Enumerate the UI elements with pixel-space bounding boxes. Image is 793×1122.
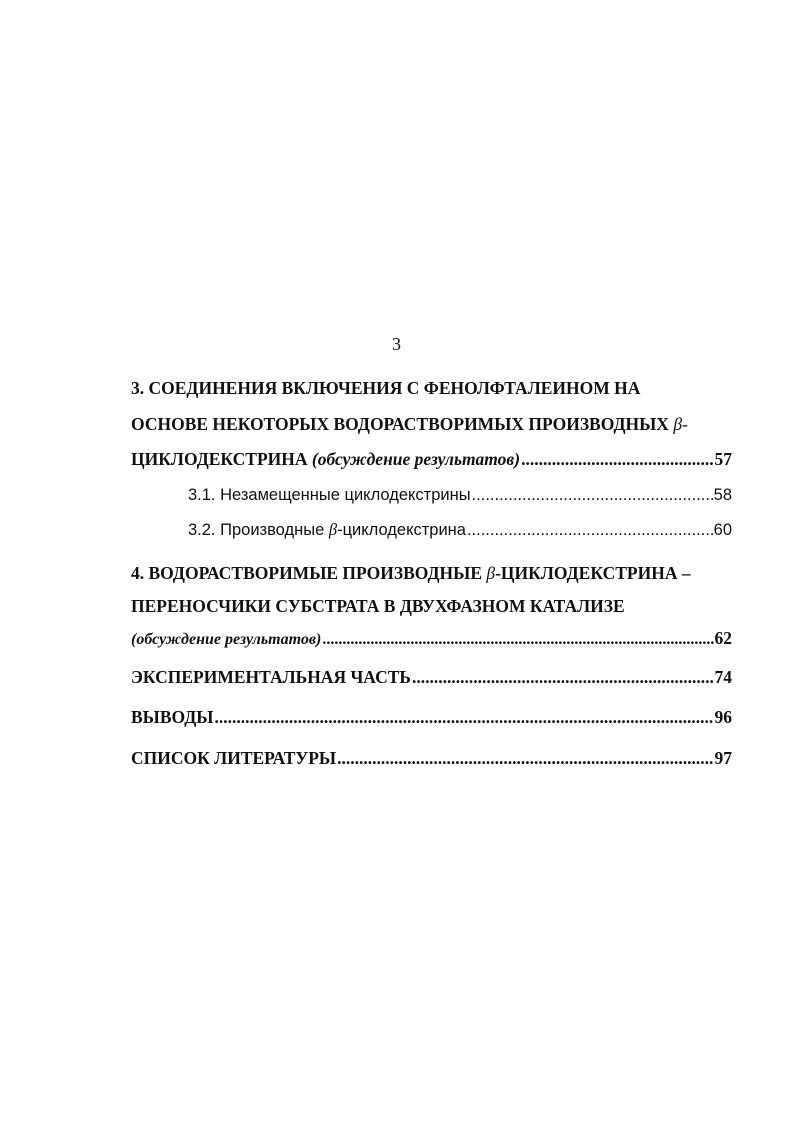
toc-entry-experimental[interactable] xyxy=(131,667,732,688)
dot-leader xyxy=(337,748,713,769)
toc-ch4-line1-b: -ЦИКЛОДЕКСТРИНА – xyxy=(495,563,691,583)
toc-ch4-page: 62 xyxy=(714,628,732,648)
toc-ch4-line2: ПЕРЕНОСЧИКИ СУБСТРАТА В ДВУХФАЗНОМ КАТАЛИЗЕ xyxy=(131,596,625,616)
page-number: 3 xyxy=(392,334,401,354)
toc-ch3-line3: ЦИКЛОДЕКСТРИНА xyxy=(131,449,308,469)
dot-leader xyxy=(412,667,714,688)
toc-experimental-page: 74 xyxy=(714,667,732,687)
dot-leader xyxy=(215,707,714,728)
toc-ch3-2-page: 60 xyxy=(713,521,732,539)
toc-ch3-2-title xyxy=(188,520,466,540)
dot-leader xyxy=(521,449,713,470)
beta-symbol: β- xyxy=(673,414,688,434)
beta-symbol: β xyxy=(328,520,338,539)
toc-experimental-title: ЭКСПЕРИМЕНТАЛЬНАЯ ЧАСТЬ xyxy=(131,667,411,687)
toc-ch3-note: (обсуждение результатов) xyxy=(311,449,521,469)
toc-references-page: 97 xyxy=(714,748,732,768)
dot-leader xyxy=(322,631,713,649)
toc-entry-ch3-2[interactable] xyxy=(188,520,732,540)
toc-references-title: СПИСОК ЛИТЕРАТУРЫ xyxy=(131,748,337,768)
toc-conclusions-page: 96 xyxy=(714,707,732,727)
dot-leader xyxy=(467,521,713,540)
toc-ch3-2-title-a: 3.2. Производные xyxy=(188,521,329,539)
toc-entry-ch4[interactable] xyxy=(131,628,732,649)
toc-ch3-1-title: 3.1. Незамещенные циклодекстрины xyxy=(188,486,471,504)
toc-ch3-line2 xyxy=(131,414,732,435)
toc-ch3-line2-text: ОСНОВЕ НЕКОТОРЫХ ВОДОРАСТВОРИМЫХ ПРОИЗВОДНЫХ xyxy=(131,414,669,434)
toc-ch4-note: (обсуждение результатов) xyxy=(131,631,322,648)
toc-entry-references[interactable] xyxy=(131,748,732,769)
toc-ch3-2-title-b: -циклодекстрина xyxy=(337,521,466,539)
toc-ch4-line1-a: 4. ВОДОРАСТВОРИМЫЕ ПРОИЗВОДНЫЕ xyxy=(131,563,487,583)
toc-ch3-line1: 3. СОЕДИНЕНИЯ ВКЛЮЧЕНИЯ С ФЕНОЛФТАЛЕИНОМ НА xyxy=(131,378,641,398)
dot-leader xyxy=(472,486,713,505)
toc-ch3-1-page: 58 xyxy=(713,486,732,504)
toc-conclusions-title: ВЫВОДЫ xyxy=(131,707,214,727)
toc-entry-conclusions[interactable] xyxy=(131,707,732,728)
toc-ch3-page: 57 xyxy=(714,449,732,469)
toc-entry-ch3-1[interactable] xyxy=(188,486,732,505)
toc-ch4-line1 xyxy=(131,563,732,584)
toc-entry-ch3[interactable] xyxy=(131,449,732,470)
beta-symbol: β xyxy=(486,563,496,583)
